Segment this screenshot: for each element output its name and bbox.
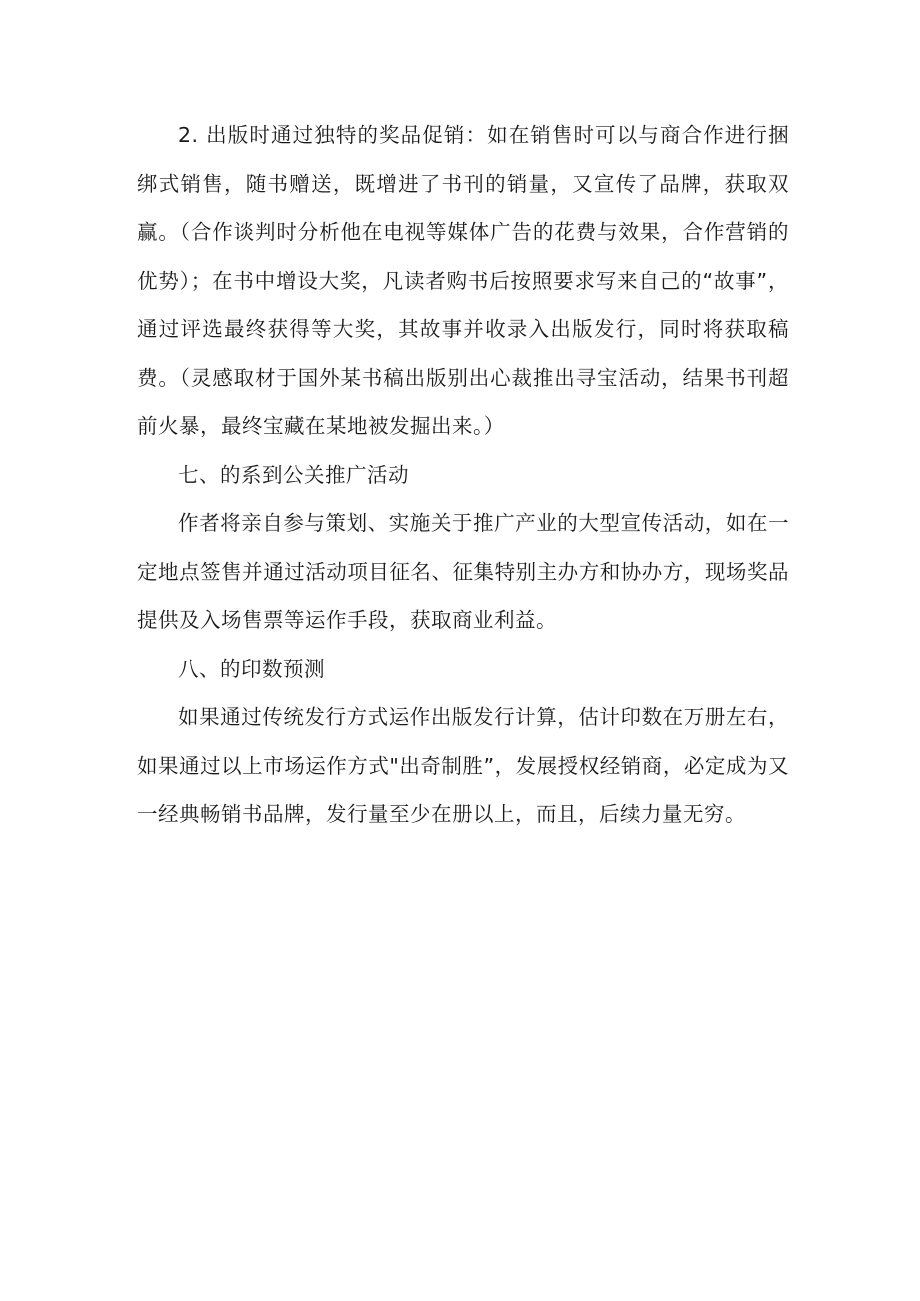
document-body [137, 111, 789, 839]
heading-section-8: 八、的印数预测 [178, 656, 325, 681]
paragraph-prize-promotion: 2. 出版时通过独特的奖品促销：如在销售时可以与商合作进行捆绑式销售，随书赠送，既增进了书刊的销量，又宣传了品牌，获取双赢。（合作谈判时分析他在电视等媒体广告的花费与效果，合作营销的优势）；在书中增设大奖，凡读者购书后按照要求写来自己的“故事”，通过评选最终获得等大奖，其故事并收录入出版发行，同时将获取稿费。（灵感取材于国外某书稿出版别出心裁推出寻宝活动，结果书刊超前火暴，最终宝藏在某地被发掘出来。） [137, 123, 789, 438]
paragraph-print-forecast: 如果通过传统发行方式运作出版发行计算，估计印数在万册左右，如果通过以上市场运作方式"出奇制胜”，发展授权经销商，必定成为又一经典畅销书品牌，发行量至少在册以上，而且，后续力量无穷。 [137, 705, 789, 826]
paragraph-pr-activities: 作者将亲自参与策划、实施关于推广产业的大型宣传活动，如在一定地点签售并通过活动项目征名、征集特别主办方和协办方，现场奖品提供及入场售票等运作手段，获取商业利益。 [137, 511, 789, 632]
heading-section-7: 七、的系到公关推广活动 [178, 462, 409, 487]
